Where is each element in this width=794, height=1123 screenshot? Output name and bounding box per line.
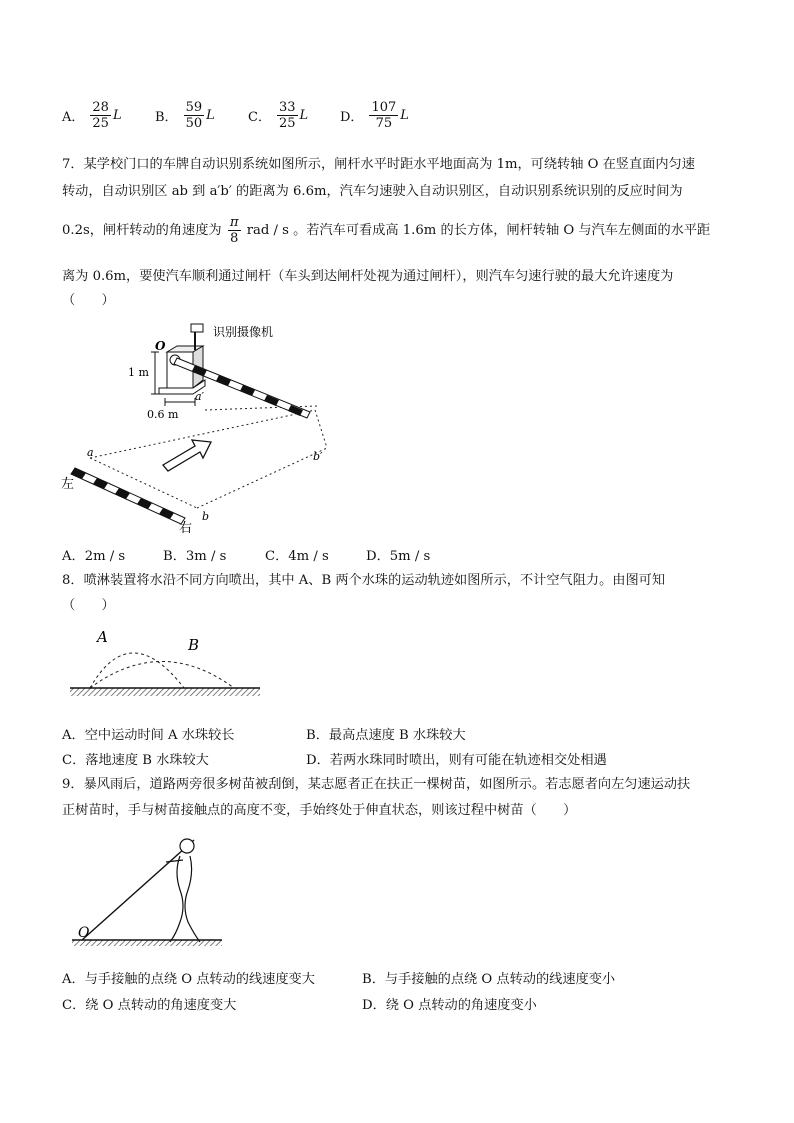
numerator: 33 [278,100,296,115]
ground [70,688,260,696]
q9-option-d[interactable]: D．绕 O 点转动的角速度变小 [362,998,537,1013]
numerator: 107 [371,100,397,115]
denominator: 50 [185,116,203,131]
q7-option-d[interactable]: D．5m / s [366,549,431,564]
q9-text-line2: 正树苗时，手与树苗接触点的高度不变，手始终处于伸直状态，则该过程中树苗（ ） [62,803,577,818]
q9-text-line1: 9．暴风雨后，道路两旁很多树苗被刮倒，某志愿者正在扶正一棵树苗，如图所示。若志愿者向左匀速运动扶 [62,777,691,792]
q7-text-line2: 转动，自动识别区 ab 到 a′b′ 的距离为 6.6m，汽车匀速驶入自动识别区，自动识别系统识别的反应时间为 [62,184,683,199]
q8-trajectory-figure [62,620,272,705]
axis-o-label: O [155,339,166,353]
zone-bottom-edge [197,448,327,508]
q6-option-b[interactable] [155,100,215,131]
fraction [277,100,298,131]
q8-text-line2: （ ） [62,598,115,613]
trajectory-a [90,653,184,688]
variable-l: L [112,108,122,123]
q8-option-c[interactable]: C．落地速度 B 水珠较大 [62,753,209,768]
q9-tree-figure [62,822,262,952]
q8-option-b[interactable]: B．最高点速度 B 水珠较大 [306,728,466,743]
q6-option-c[interactable] [248,100,308,131]
q9-option-a[interactable]: A．与手接触的点绕 O 点转动的线速度变大 [62,972,315,987]
variable-l: L [206,108,215,123]
distance-label: 0.6 m [147,408,179,421]
q9-option-b[interactable]: B．与手接触的点绕 O 点转动的线速度变小 [362,972,616,987]
trajectory-b [90,662,234,689]
option-label: D． [340,110,364,125]
q7-text-line3 [62,215,710,246]
q7-option-c[interactable]: C．4m / s [265,549,329,564]
left-label: 左 [61,477,75,492]
q6-option-d[interactable] [340,100,409,131]
q9-option-c[interactable]: C．绕 O 点转动的角速度变大 [62,998,237,1013]
denominator: 25 [92,116,109,131]
direction-arrow [163,440,211,471]
pivot-o-label: O [78,925,90,941]
q7-gate-figure [55,320,345,535]
label-a: A [97,628,108,646]
option-label: B． [155,110,178,125]
height-label: 1 m [128,366,149,379]
entrance-barrier [71,468,185,524]
label-b: B [188,636,200,654]
pi-numerator: π [229,215,239,230]
fraction [90,100,111,131]
camera-label: 识别摄像机 [213,325,274,339]
q8-option-d[interactable]: D．若两水珠同时喷出，则有可能在轨迹相交处相遇 [306,753,607,768]
variable-l: L [400,108,409,123]
ground [72,940,222,946]
right-label: 右 [179,521,193,535]
numerator: 28 [92,100,109,115]
pi-denominator: 8 [229,231,239,246]
q7-text-line4: 离为 0.6m，要使汽车顺利通过闸杆（车头到达闸杆处视为通过闸杆），则汽车匀速行驶的最大允许速度为 [62,269,674,284]
volunteer-figure [166,839,200,942]
q7-line3-end: rad / s 。若汽车可看成高 1.6m 的长方体，闸杆转轴 O 与汽车左侧面的水平距 [246,223,711,238]
q7-line3-start: 0.2s，闸杆转动的角速度为 [62,223,222,238]
option-label: C． [248,110,271,125]
a-prime-label: a′ [195,390,205,403]
zone-right-edge [315,410,327,448]
denominator: 75 [375,116,393,131]
q7-text-line1: 7．某学校门口的车牌自动识别系统如图所示，闸杆水平时距水平地面高为 1m，可绕转轴 O 在竖直面内匀速 [62,157,695,172]
denominator: 25 [278,116,296,131]
gate-post [159,324,205,394]
fraction [184,100,205,131]
a-label: a [87,446,94,459]
q8-text-line1: 8．喷淋装置将水沿不同方向喷出，其中 A、B 两个水珠的运动轨迹如图所示，不计空气阻力。由图可知 [62,573,666,588]
option-label: A． [62,110,85,125]
angular-velocity-fraction [228,215,241,246]
fraction [369,100,398,131]
b-prime-label: b′ [313,450,323,463]
variable-l: L [299,108,309,123]
numerator: 59 [185,100,203,115]
q7-option-a[interactable]: A．2m / s [62,549,126,564]
q7-option-b[interactable]: B．3m / s [163,549,227,564]
b-label: b [202,510,210,523]
q8-option-a[interactable]: A．空中运动时间 A 水珠较长 [62,728,235,743]
q6-option-a[interactable] [62,100,122,131]
tree-sapling [82,840,194,940]
q7-text-line5: （ ） [62,293,115,308]
